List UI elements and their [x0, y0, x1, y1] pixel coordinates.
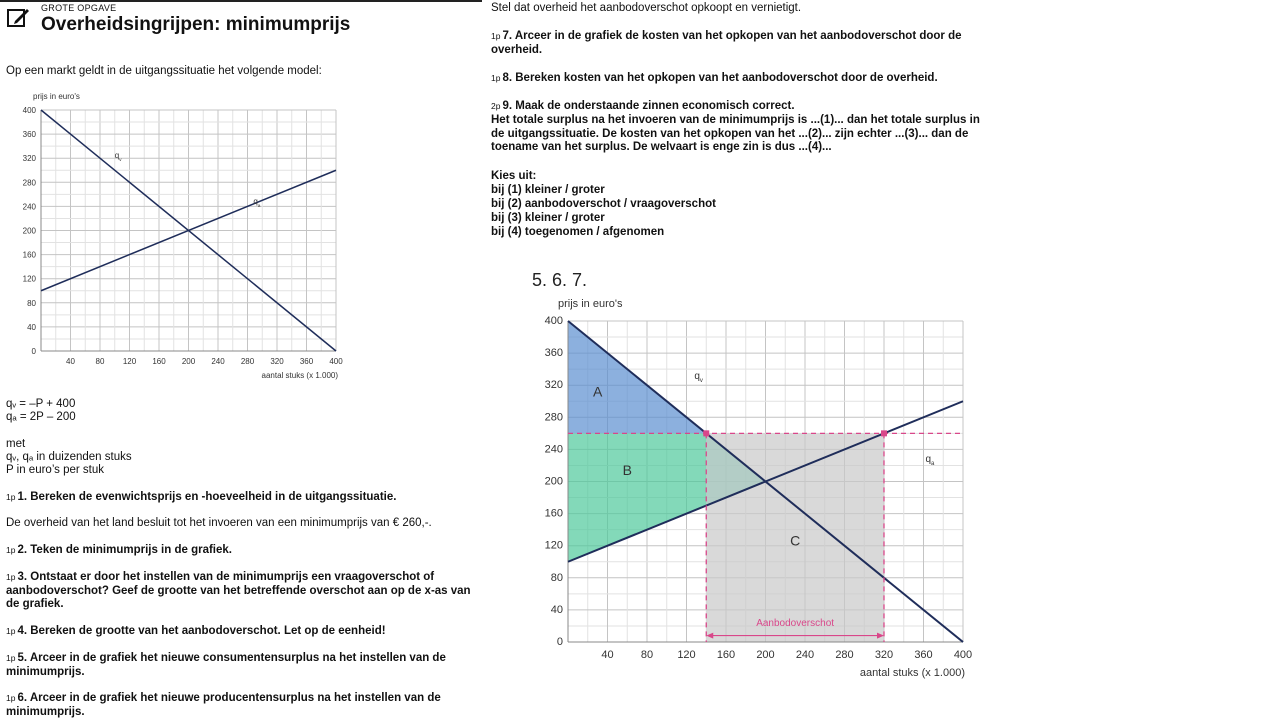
question-6-text: 6. Arceer in de grafiek het nieuwe producentensurplus na het instellen van de minimumprijs.: [6, 692, 441, 718]
y-tick-label: 400: [22, 106, 36, 115]
edit-icon: [5, 5, 31, 31]
area-label-c: C: [790, 532, 801, 549]
y-tick-label: 360: [544, 347, 563, 360]
y-tick-label: 80: [550, 571, 563, 584]
x-tick-label: 160: [716, 649, 736, 661]
formula-qv: qᵥ = –P + 400: [6, 398, 76, 410]
curve-label-qa: q: [253, 196, 258, 206]
area-b: [568, 433, 706, 561]
points-3: 1p: [6, 572, 16, 582]
choice-1: bij (1) kleiner / groter: [491, 184, 605, 196]
answer-label: 5. 6. 7.: [532, 270, 588, 290]
demand-point: [703, 430, 709, 436]
y-tick-label: 240: [22, 202, 36, 212]
area-label-b: B: [622, 462, 632, 479]
y-tick-label: 160: [22, 250, 36, 260]
surplus-annotation: Aanbodoverschot: [756, 617, 835, 629]
y-tick-label: 120: [22, 274, 36, 284]
x-axis-label: aantal stuks (x 1.000): [261, 371, 338, 380]
x-tick-label: 400: [953, 649, 973, 661]
y-tick-label: 160: [544, 507, 563, 520]
x-tick-label: 280: [240, 357, 255, 366]
met-price: P in euro’s per stuk: [6, 464, 105, 476]
question-9: [491, 100, 1001, 114]
question-9-text: 9. Maak de onderstaande zinnen economisch correct.: [502, 100, 795, 112]
points-2: 1p: [6, 545, 16, 555]
curve-label-qa-sub: a: [257, 203, 261, 209]
x-tick-label: 120: [122, 357, 137, 366]
met-label: met: [6, 438, 26, 450]
area-label-a: A: [592, 383, 603, 400]
question-1-text: 1. Bereken de evenwichtsprijs en -hoeveelheid in de uitgangssituatie.: [17, 491, 397, 503]
chart-answer: [530, 292, 1050, 692]
header-label: GROTE OPGAVE: [41, 3, 117, 13]
y-tick-label: 280: [22, 178, 36, 188]
minimum-price-statement: De overheid van het land besluit tot het invoeren van een minimumprijs van € 260,-.: [6, 517, 432, 529]
x-tick-label: 160: [152, 357, 166, 366]
left-column: [0, 0, 490, 720]
right-intro: Stel dat overheid het aanbodoverschot opkoopt en vernietigt.: [491, 2, 802, 14]
question-6: [6, 692, 481, 719]
y-tick-label: 80: [27, 298, 36, 308]
curve-label-qv-sub: v: [699, 377, 703, 384]
chart-initial: [10, 88, 370, 388]
right-column: [490, 0, 1280, 720]
question-4-text: 4. Bereken de grootte van het aanbodoverschot. Let op de eenheid!: [17, 625, 386, 637]
y-tick-label: 40: [27, 322, 36, 332]
x-tick-label: 400: [329, 357, 343, 366]
choice-2: bij (2) aanbodoverschot / vraagoverschot: [491, 198, 716, 210]
choice-4: bij (4) toegenomen / afgenomen: [491, 226, 665, 238]
y-tick-label: 0: [31, 347, 36, 356]
points-6: 1p: [6, 693, 16, 703]
x-tick-label: 120: [677, 649, 696, 661]
question-4: [6, 625, 481, 639]
question-8: [491, 72, 1001, 86]
question-5-text: 5. Arceer in de grafiek het nieuwe consumentensurplus na het instellen van de minimumprijs.: [6, 652, 446, 678]
question-2-text: 2. Teken de minimumprijs in de grafiek.: [17, 544, 232, 556]
x-axis-label: aantal stuks (x 1.000): [859, 667, 965, 679]
x-tick-label: 200: [756, 649, 775, 661]
choice-3: bij (3) kleiner / groter: [491, 212, 605, 224]
points-5: 1p: [6, 653, 16, 663]
y-tick-label: 40: [550, 603, 563, 616]
y-tick-label: 320: [22, 154, 36, 164]
curve-label-qa-sub: a: [930, 461, 935, 468]
x-tick-label: 40: [601, 649, 614, 661]
y-tick-label: 320: [544, 379, 563, 392]
x-tick-label: 40: [66, 357, 75, 366]
x-tick-label: 240: [211, 357, 225, 366]
intro-text: Op een markt geldt in de uitgangssituatie het volgende model:: [6, 65, 322, 77]
y-axis-label: prijs in euro's: [558, 298, 623, 310]
curve-label-qa: q: [925, 454, 932, 466]
question-2: [6, 544, 481, 558]
curve-label-qv: q: [694, 370, 700, 382]
points-7: 1p: [491, 31, 501, 41]
question-7: [491, 30, 1001, 57]
y-tick-label: 400: [544, 315, 563, 327]
top-rule: [0, 0, 482, 2]
x-tick-label: 200: [181, 357, 196, 366]
points-4: 1p: [6, 626, 16, 636]
x-tick-label: 320: [270, 357, 284, 366]
question-9-body: Het totale surplus na het invoeren van de minimumprijs is ...(1)... dan het totale surplus in de uitgangssituatie. De kosten van het opkopen van het ...(2)... zijn echter ...(3)... dan de toename van het surplus. De welvaart is enge zin is dus ...(4)...: [491, 114, 980, 153]
points-9: 2p: [491, 101, 501, 111]
x-tick-label: 320: [874, 649, 894, 661]
question-3: [6, 571, 481, 612]
y-axis-label: prijs in euro's: [33, 92, 80, 101]
x-tick-label: 80: [95, 357, 105, 366]
x-tick-label: 360: [299, 357, 314, 366]
y-tick-label: 280: [544, 411, 563, 424]
points-1: 1p: [6, 492, 16, 502]
curve-label-qv: q: [114, 151, 120, 161]
page-title: Overheidsingrijpen: minimumprijs: [41, 14, 351, 35]
question-8-text: 8. Bereken kosten van het opkopen van het aanbodoverschot door de overheid.: [502, 72, 938, 84]
y-tick-label: 200: [22, 226, 36, 236]
y-tick-label: 360: [22, 130, 36, 140]
curve-label-qv-sub: v: [119, 158, 122, 164]
question-3-text: 3. Ontstaat er door het instellen van de minimumprijs een vraagoverschot of aanbodoverschot? Geef de grootte van het betreffende overschot aan op de x-as van de grafiek.: [6, 571, 471, 610]
y-tick-label: 200: [544, 475, 563, 488]
y-tick-label: 120: [544, 539, 563, 552]
question-1: [6, 491, 481, 505]
x-tick-label: 280: [835, 649, 854, 661]
x-tick-label: 360: [914, 649, 933, 661]
supply-point: [881, 430, 887, 436]
question-5: [6, 652, 481, 679]
y-tick-label: 240: [544, 443, 563, 456]
choose-label: Kies uit:: [491, 170, 537, 182]
y-tick-label: 0: [556, 636, 563, 648]
question-7-text: 7. Arceer in de grafiek de kosten van het opkopen van het aanbodoverschot door de overheid.: [491, 30, 962, 56]
formula-qa: qₐ = 2P – 200: [6, 411, 76, 423]
x-tick-label: 240: [795, 649, 815, 661]
x-tick-label: 80: [640, 649, 654, 661]
points-8: 1p: [491, 73, 501, 83]
met-units: qᵥ, qₐ in duizenden stuks: [6, 451, 132, 463]
